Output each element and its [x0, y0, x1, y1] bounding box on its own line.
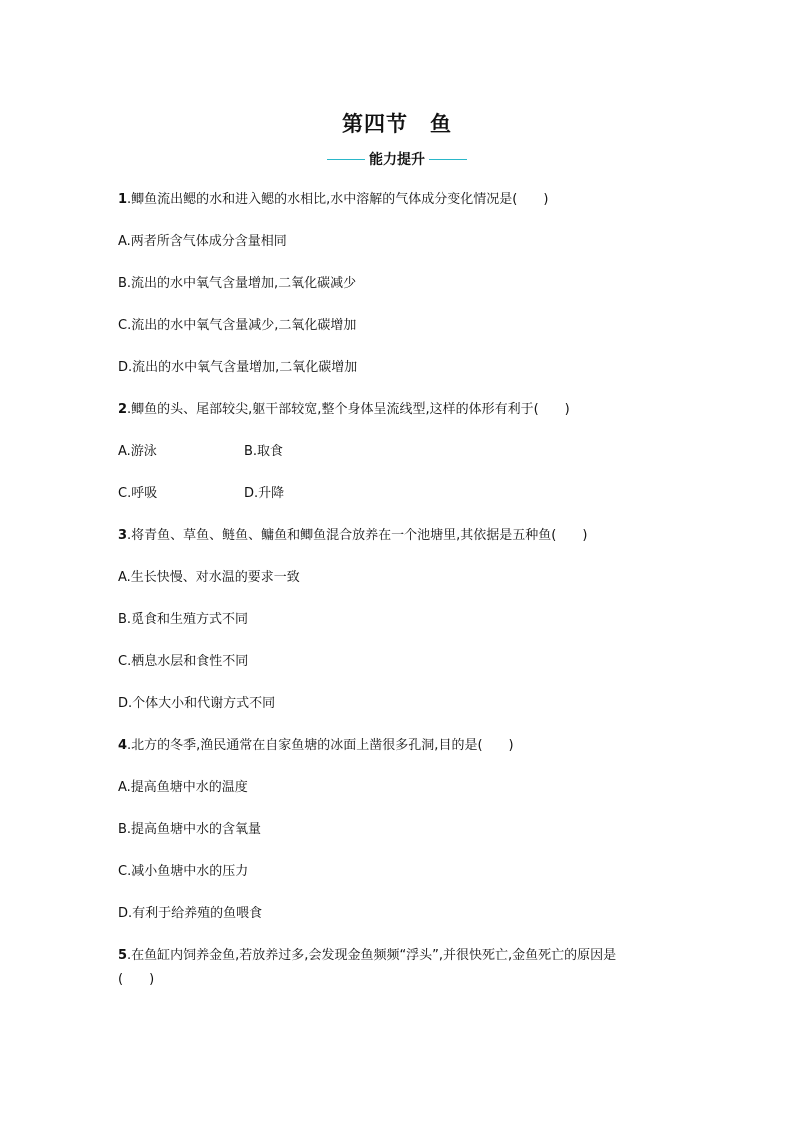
- question-2-option-d: D.升降: [244, 486, 285, 501]
- question-2-option-a: A.游泳: [118, 444, 157, 459]
- question-3-option-d: D.个体大小和代谢方式不同: [118, 696, 276, 711]
- question-text: .鲫鱼流出鳃的水和进入鳃的水相比,水中溶解的气体成分变化情况是( ): [127, 192, 549, 207]
- section-header: [0, 149, 794, 169]
- question-4-option-c: C.减小鱼塘中水的压力: [118, 864, 249, 879]
- question-2-option-c: C.呼吸: [118, 486, 158, 501]
- section-line-left: [327, 159, 365, 160]
- question-number: 1: [118, 192, 128, 207]
- question-3-option-c: C.栖息水层和食性不同: [118, 654, 249, 669]
- question-3-stem: [118, 527, 678, 545]
- question-text: .将青鱼、草鱼、鲢鱼、鳙鱼和鲫鱼混合放养在一个池塘里,其依据是五种鱼( ): [127, 528, 588, 543]
- question-text: .北方的冬季,渔民通常在自家鱼塘的冰面上凿很多孔洞,目的是( ): [127, 738, 514, 753]
- question-1-option-c: C.流出的水中氧气含量减少,二氧化碳增加: [118, 318, 357, 333]
- question-number: 5: [118, 948, 128, 963]
- question-4-option-a: A.提高鱼塘中水的温度: [118, 780, 248, 795]
- section-label: 能力提升: [369, 152, 425, 168]
- question-2-options-row-2: [118, 485, 678, 503]
- page-title: 第四节 鱼: [342, 111, 452, 136]
- question-5-answer-blank: ( ): [118, 972, 155, 987]
- question-1-stem: [118, 191, 678, 209]
- question-4-stem: [118, 737, 678, 755]
- question-3-option-b: B.觅食和生殖方式不同: [118, 612, 249, 627]
- question-5-stem: [118, 947, 678, 965]
- section-line-right: [429, 159, 467, 160]
- question-number: 2: [118, 402, 128, 417]
- question-3-option-a: A.生长快慢、对水温的要求一致: [118, 570, 300, 585]
- question-text: .在鱼缸内饲养金鱼,若放养过多,会发现金鱼频频“浮头”,并很快死亡,金鱼死亡的原因是: [127, 948, 617, 963]
- question-list: [118, 191, 678, 1013]
- question-number: 4: [118, 738, 128, 753]
- question-4-option-d: D.有利于给养殖的鱼喂食: [118, 906, 263, 921]
- question-number: 3: [118, 528, 128, 543]
- question-1-option-a: A.两者所含气体成分含量相同: [118, 234, 287, 249]
- question-2-options-row-1: [118, 443, 678, 461]
- question-4-option-b: B.提高鱼塘中水的含氧量: [118, 822, 262, 837]
- question-text: .鲫鱼的头、尾部较尖,躯干部较宽,整个身体呈流线型,这样的体形有利于( ): [127, 402, 570, 417]
- question-2-stem: [118, 401, 678, 419]
- question-1-option-b: B.流出的水中氧气含量增加,二氧化碳减少: [118, 276, 357, 291]
- question-1-option-d: D.流出的水中氧气含量增加,二氧化碳增加: [118, 360, 358, 375]
- question-2-option-b: B.取食: [244, 444, 284, 459]
